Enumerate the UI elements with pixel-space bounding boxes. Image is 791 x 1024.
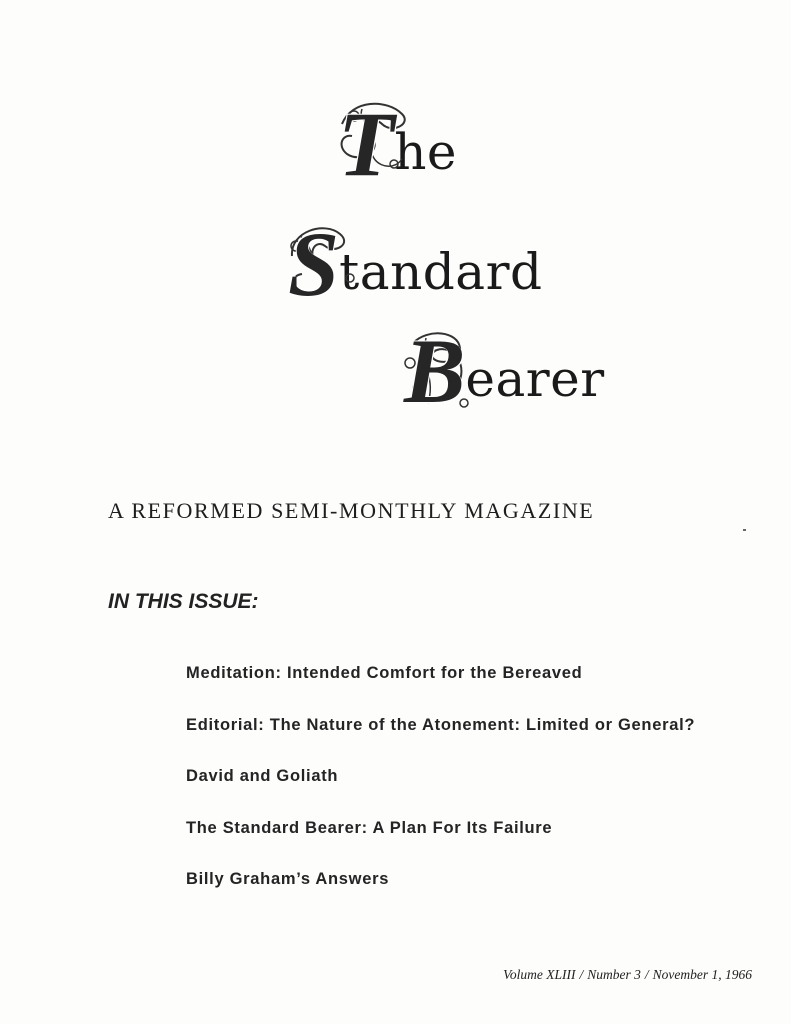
- masthead-initial-t: T: [338, 93, 395, 195]
- volume-label: Volume XLIII: [503, 967, 576, 982]
- masthead-word-he: he: [394, 123, 457, 181]
- print-speck: [743, 529, 746, 531]
- in-this-issue-heading: IN THIS ISSUE:: [108, 590, 259, 613]
- magazine-subtitle: A REFORMED SEMI-MONTHLY MAGAZINE: [108, 498, 595, 523]
- separator: /: [579, 967, 584, 982]
- masthead-word-earer: earer: [465, 350, 605, 408]
- date-label: November 1, 1966: [652, 967, 752, 982]
- contents-item: Editorial: The Nature of the Atonement: Limited or General?: [186, 715, 696, 734]
- masthead-line-bearer: [404, 320, 605, 422]
- masthead-line-the: [338, 93, 457, 195]
- masthead-word-tandard: tandard: [339, 243, 543, 301]
- issue-info-footer: [503, 967, 752, 983]
- contents-item: Meditation: Intended Comfort for the Bereaved: [186, 664, 583, 682]
- number-label: Number 3: [587, 967, 641, 982]
- contents-item: Billy Graham’s Answers: [186, 870, 390, 888]
- contents-item: David and Goliath: [186, 767, 339, 785]
- separator: /: [644, 967, 649, 982]
- contents-list: [186, 663, 695, 921]
- contents-item: The Standard Bearer: A Plan For Its Failure: [186, 818, 553, 837]
- masthead-initial-b: B: [404, 320, 466, 422]
- masthead-line-standard: [288, 213, 543, 315]
- masthead-initial-s: S: [288, 213, 340, 315]
